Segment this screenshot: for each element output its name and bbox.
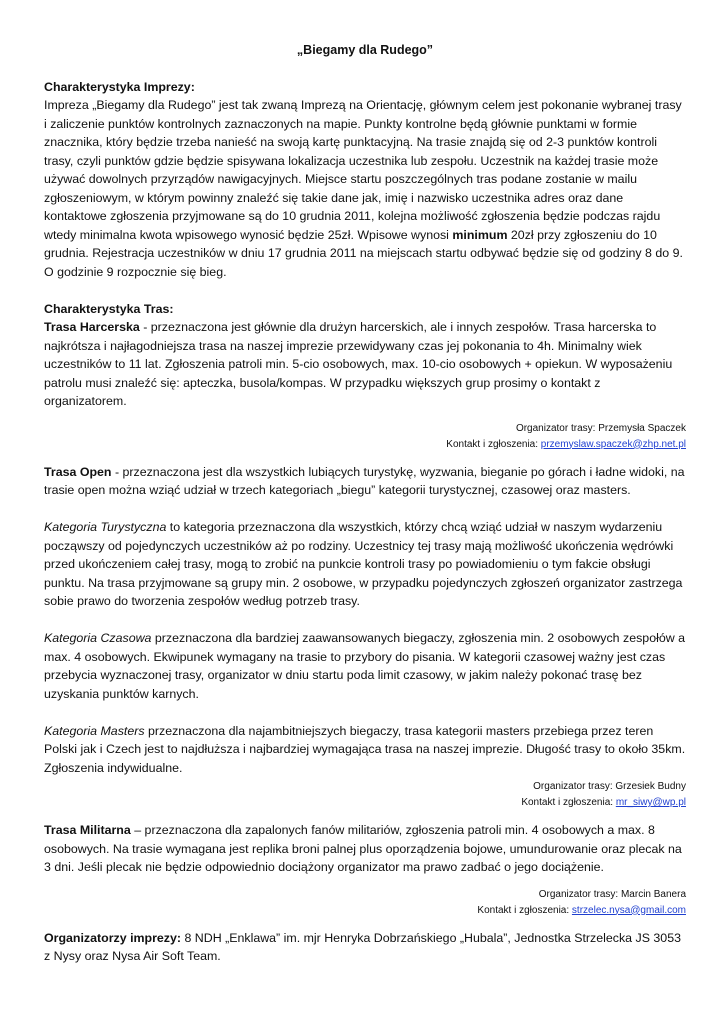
category-masters-name: Kategoria Masters (44, 723, 145, 738)
route-militarna-paragraph (44, 821, 686, 877)
event-description (44, 96, 686, 281)
category-masters-contact (44, 779, 686, 811)
category-masters-organizer: Organizator trasy: Grzesiek Budny (533, 781, 686, 792)
category-turystyczna-paragraph (44, 518, 686, 611)
route-open-paragraph (44, 463, 686, 500)
route-harcerska-text: - przeznaczona jest głównie dla drużyn harcerskich, ale i innych zespołów. Trasa harcerska to najkrótsza i najłagodniejsza trasa na naszej imprezie przewidywany czas jej pokonania to 4h. Minimalny wiek uczestników to 11 lat. Zgłoszenia patroli min. 5-cio osobowych, max. 10-cio osobowych + opiekun. W wyposażeniu patrolu musi znaleźć się: apteczka, busola/kompas. W przypadku większych grup prosimy o kontakt z organizatorem. (44, 320, 673, 408)
route-militarna-contact-label: Kontakt i zgłoszenia: (477, 904, 572, 916)
event-heading: Charakterystyka Imprezy: (44, 79, 195, 94)
route-open-text: - przeznaczona jest dla wszystkich lubiących turystykę, wyzwania, bieganie po górach i ładne widoki, na trasie open można wziąć udział w trzech kategoriach „biegu” kategorii turystycznej, czasowej oraz masters. (44, 464, 685, 497)
route-militarna-organizer: Organizator trasy: Marcin Banera (538, 888, 686, 900)
route-harcerska-contact-line (44, 437, 686, 453)
organizers-paragraph (44, 929, 686, 966)
route-militarna-contact-line (44, 903, 686, 919)
category-masters-paragraph (44, 722, 686, 778)
category-turystyczna-name: Kategoria Turystyczna (44, 520, 167, 534)
category-czasowa-text: przeznaczona dla bardziej zaawansowanych biegaczy, zgłoszenia min. 2 osobowych zespołów a max. 4 osobowych. Ekwipunek wymagany na trasie to przybory do pisania. W kategorii czasowej ważny jest czas przebycia wyznaczonej trasy, organizator w dniu startu poda limit czasowy, w jakim należy pokonać trasę bez uzyskania punktów karnych. (44, 631, 686, 701)
route-open-name: Trasa Open (44, 464, 112, 479)
routes-section (44, 300, 686, 919)
document-page (44, 41, 686, 966)
routes-heading: Charakterystyka Tras: (44, 301, 174, 316)
route-harcerska-email-link[interactable]: przemyslaw.spaczek@zhp.net.pl (540, 438, 686, 450)
category-masters-contact-label: Kontakt i zgłoszenia: (521, 797, 616, 808)
route-harcerska-organizer: Organizator trasy: Przemysła Spaczek (515, 422, 686, 434)
route-militarna-email-link[interactable]: strzelec.nysa@gmail.com (571, 904, 686, 916)
route-harcerska-contact-label: Kontakt i zgłoszenia: (446, 438, 541, 450)
route-harcerska-name: Trasa Harcerska (44, 320, 140, 334)
document-title: „Biegamy dla Rudego” (296, 43, 434, 57)
category-czasowa-name: Kategoria Czasowa (44, 631, 152, 645)
event-section (44, 78, 686, 282)
route-militarna-name: Trasa Militarna (44, 823, 131, 837)
event-text-part1: Impreza „Biegamy dla Rudego” jest tak zwaną Imprezą na Orientację, głównym celem jest pokonanie wybranej trasy i zaliczenie punktów kontrolnych zaznaczonych na mapie. Punkty kontrolne będą głównie punktami w formie znacznika, który będzie trzeba nanieść na swoją kartę punktacyjną. Na trasie znajdą się od 2-3 punktów kontroli trasy, czyli punktów gdzie będzie spisywana lokalizacja uczestnika lub zespołu. Uczestnik na każdej trasie może używać dowolnych przyrządów nawigacyjnych. Miejsce startu poszczególnych tras podane zostanie w mailu zgłoszeniowym, w którym powinny znaleźć się takie dane jak, imię i nazwisko uczestnika adres oraz dane kontaktowe zgłoszenia przyjmowane są do 10 grudnia 2011, kolejna możliwość zgłoszenia będzie podczas rajdu wtedy minimalna kwota wpisowego wynosić będzie 25zł. Wpisowe wynosi (44, 98, 682, 242)
organizers-text: 8 NDH „Enklawa” im. mjr Henryka Dobrzańskiego „Hubala”, Jednostka Strzelecka JS 3053 z Nysy oraz Nysa Air Soft Team. (44, 930, 681, 963)
organizers-label: Organizatorzy imprezy: (44, 930, 182, 945)
category-turystyczna-text: to kategoria przeznaczona dla wszystkich, którzy chcą wziąć udział w naszym wydarzeniu począwszy od pojedynczych uczestników aż po rodziny. Uczestnicy tej trasy mają możliwość ukończenia wędrówki przed ukończeniem całej trasy, mogą to zrobić na punkcie kontroli trasy po powiadomieniu o tym fakcie obsługi punktu. Na trasa przyjmowane są grupy min. 2 osobowe, w przypadku pojedynczych zgłoszeń organizator zastrzega sobie prawo do tworzenia zespołów według potrzeb trasy. (44, 520, 683, 608)
route-militarna-contact (44, 887, 686, 919)
route-militarna-text: – przeznaczona dla zapalonych fanów militariów, zgłoszenia patroli min. 4 osobowych a max. 8 osobowych. Na trasie wymagana jest replika broni palnej plus oporządzenia bojowe, umundurowanie oraz plecak na 3 dni. Jeśli plecak nie będzie odpowiednio dociążony organizator ma prawo zadbać o jego dociążenie. (44, 823, 682, 874)
category-czasowa-paragraph (44, 629, 686, 703)
category-masters-email-link[interactable]: mr_siwy@wp.pl (615, 797, 686, 808)
route-harcerska-paragraph (44, 318, 686, 411)
event-text-part2: 20zł przy zgłoszeniu do 10 grudnia. Rejestracja uczestników w dniu 17 grudnia 2011 na miejscach startu odbywać będzie się od godziny 8 do 9. O godzinie 9 rozpocznie się bieg. (44, 227, 683, 279)
event-text-bold: minimum (452, 227, 508, 242)
category-masters-text: przeznaczona dla najambitniejszych biegaczy, trasa kategorii masters przebiega przez teren Polski jak i Czech jest to najdłuższa i najbardziej wymagająca trasa na naszej imprezie. Długość trasy to około 35km. Zgłoszenia indywidualne. (44, 723, 686, 775)
category-masters-contact-line (44, 795, 686, 811)
route-harcerska-contact (44, 421, 686, 453)
